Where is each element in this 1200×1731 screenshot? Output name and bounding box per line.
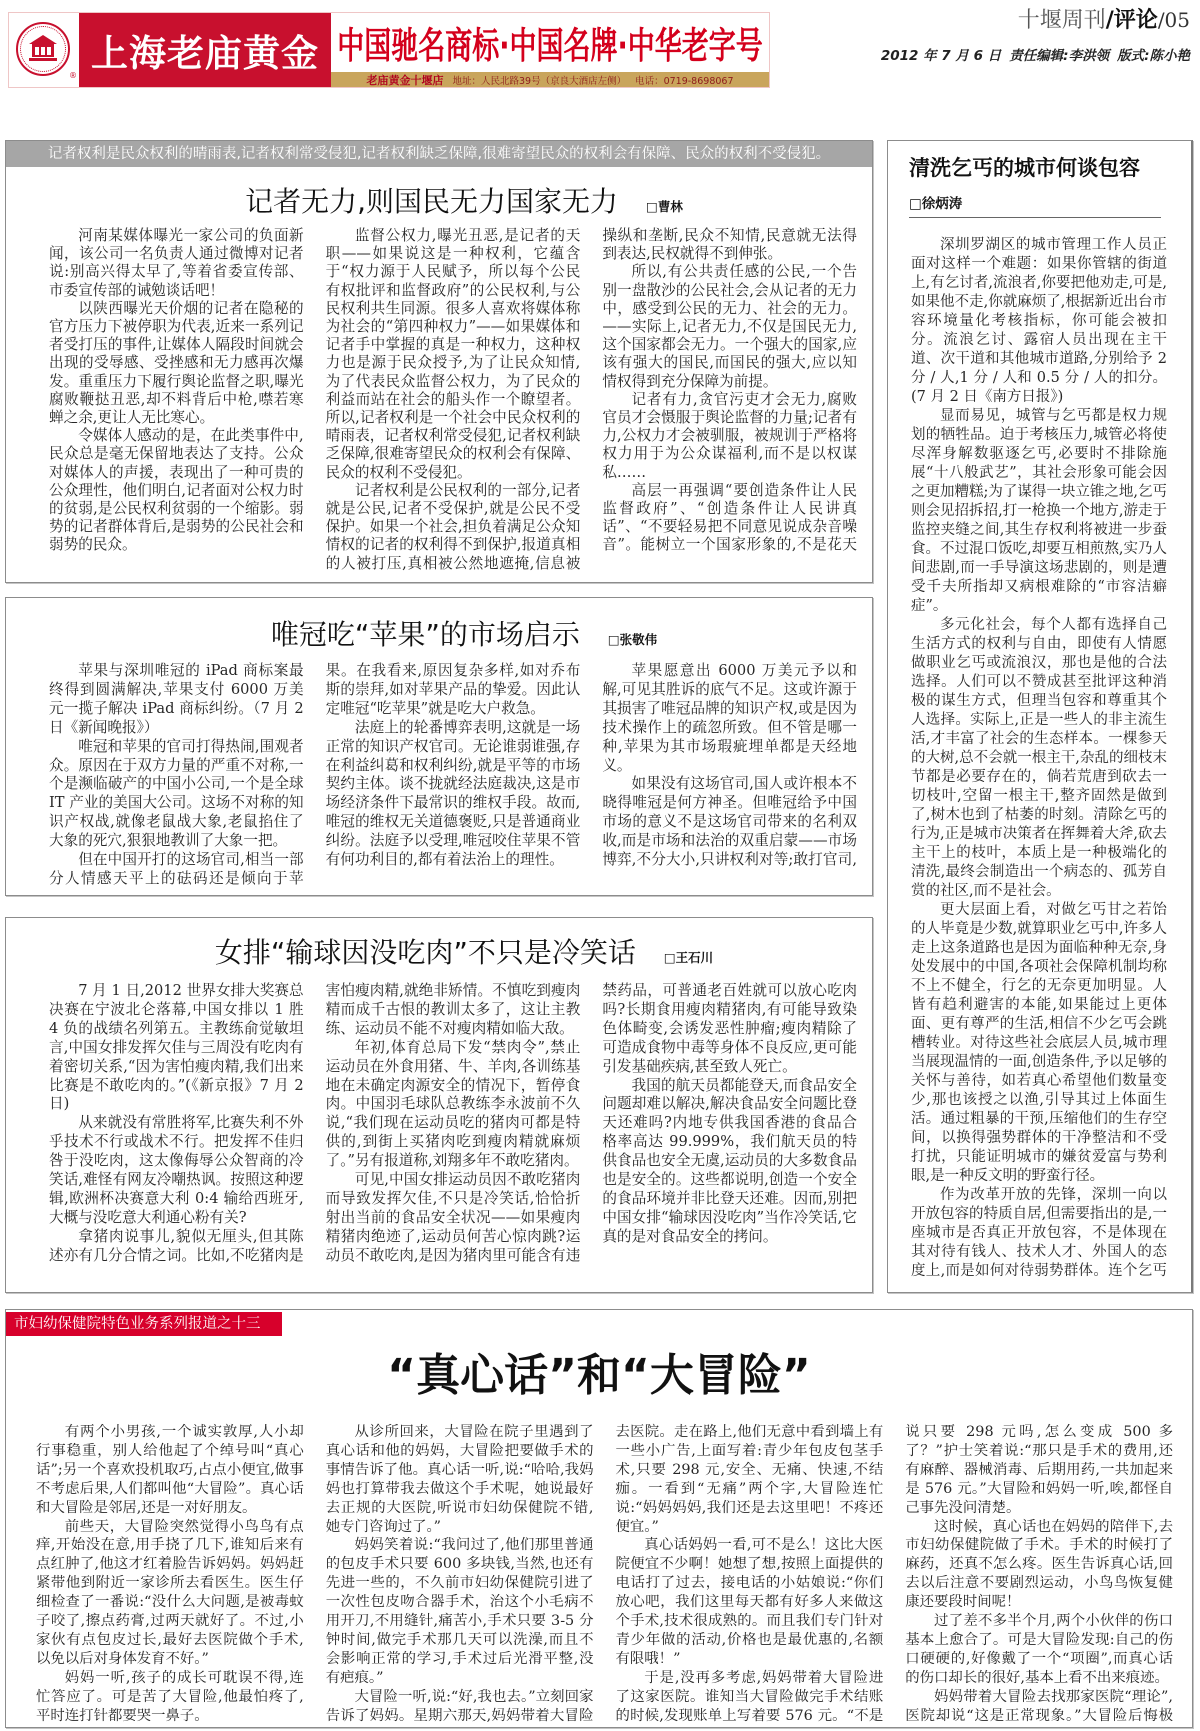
ad-contact-strip [331,72,769,87]
ad-slogan-text: 中国驰名商标·中国名牌·中华老字号 [337,25,763,67]
paragraph: 于是,没再多考虑,妈妈带着大冒险进了这家医院。谁知当大冒险做完手术结账的时候,发现账单上写着要 576 元。“不是说只要 298 元吗,怎么变成 500 多了？”护士笑着说:“那只是手术的费用,还有麻醉、器械消毒、后期用药,一共加起来是 576 元。”大冒险和妈妈一听,唉,都怪自己事先没问清楚。 [615,1424,1173,1724]
paragraph: 苹果与深圳唯冠的 iPad 商标案最终得到圆满解决,苹果支付 6000 万美元一揽子解决 iPad 商标纠纷。（7 月 2 日《新闻晚报》） [49,662,304,736]
section-name: /评论 [1105,8,1158,33]
page-masthead [873,6,1190,64]
paragraph: 多元化社会，每个人都有选择自己生活方式的权利与自由，即使有人情愿做职业乞丐或流浪汉，那也是他的合法选择。人们可以不赞成甚至批评这种消极的谋生方式，但理当包容和尊重其个人选择。实际上,正是一些人的非主流生活,才丰富了社会的生态样本。一棵参天的大树,总不会就一根主干,杂乱的细枝末节都是必要存在的，倘若荒唐到砍去一切枝叶,空留一根主干,整齐固然是做到了,树木也到了枯萎的时刻。清除乞丐的行为,正是城市决策者在挥舞着大斧,砍去主干上的枝叶，本质上是一种极端化的清洗,最终会制造出一个病态的、孤芳自赏的社区,而不是社会。 [911,617,1167,899]
paragraph: 苹果愿意出 6000 万美元予以和解,可见其胜诉的底气不足。这或许源于其损害了唯冠品牌的知识产权,或是因为技术操作上的疏忽所致。但不管是哪一种,苹果为其市场瑕疵埋单都是天经地义。 [602,662,857,774]
paragraph: 河南某媒体曝光一家公司的负面新闻，该公司一名负责人通过微博对记者说:别高兴得太早了,等着省委宣传部、市委宣传部的诫勉谈话吧！ [49,227,304,299]
paragraph: 妈妈笑着说:“我问过了,他们那里普通的包皮手术只要 600 多块钱,当然,也还有先进一些的，不久前市妇幼保健院引进了一次性包皮吻合器手术，治这个小毛病不用开刀,不用缝针,痛苦小,手术只要 3-5 分钟时间,做完手术那几天可以洗澡,而且不会影响正常的学习,手术过后光滑平整,没有疤痕。” [325,1537,594,1686]
paragraph: 7 月 1 日,2012 世界女排大奖赛总决赛在宁波北仑落幕,中国女排以 1 胜 4 负的战绩名列第五。主教练俞觉敏坦言,中国女排发挥欠佳与三周没有吃肉有着密切关系,“因为害怕瘦肉精,我们出来比赛是不敢吃肉的。”(《新京报》7 月 2 日) [49,982,304,1113]
sidebar-body [911,236,1167,1281]
paragraph: 所以,有公共责任感的公民,一个告别一盘散沙的公民社会,会从记者的无力中，感受到公民的无力、社会的无力。——实际上,记者无力,不仅是国民无力,这个国家都会无力。一个强大的国家,应该有强大的国民,而国民的强大,应以知情权得到充分保障为前提。 [602,263,857,390]
paragraph: 如果没有这场官司,国人或许根本不晓得唯冠是何方神圣。但唯冠给予中国市场的意义不是这场官司带来的名利双收,而是市场和法治的双重启蒙——市场博弈,不分大小,只讲权利对等;敢打官司, [602,775,857,869]
paragraph: 过了差不多半个月,两个小伙伴的伤口基本上愈合了。可是大冒险发现:自己的伤口硬硬的,好像戴了一个“项圈”,而真心话的伤口却长的很好,基本上看不出来痕迹。 [905,1613,1173,1686]
paragraph: 真心话妈妈一看,可不是么！这比大医院便宜不少啊！她想了想,按照上面提供的电话打了过去，接电话的小姑娘说:“你们放心吧，我们这里每天都有好多人来做这个手术,技术很成熟的。而且我们专门针对青少年做的活动,价格也是最优惠的,名额有限哦！” [615,1537,884,1667]
page-number: /05 [1157,8,1190,32]
paragraph: 以陕西曝光天价烟的记者在隐秘的官方压力下被停职为代表,近来一系列记者受打压的事件,让媒体人隔段时间就会出现的受辱感、受挫感和无力感再次爆发。重重压力下履行舆论监督之职,曝光腐败鞭挞丑恶,却不料背后中枪,噤若寒蝉之余,更让人无比寒心。 [49,299,304,427]
paragraph: 记者权利是公民权利的一部分,记者就是公民,记者不受保护,就是公民不受保护。如果一个社会,担负着满足公众知情权的记者的权利得不到保护,报道真相的人被打压,真相被公然地遮掩,信息被操纵和垄断,民众不知情,民意就无法得到表达,民权就得不到伸张。 [325,227,857,572]
ad-store-name: 老庙黄金十堰店 [366,73,444,87]
paragraph: 唯冠和苹果的官司打得热闹,围观者众。原因在于双方力量的严重不对称,一个是濒临破产的中国小公司,一个是全球 IT 产业的美国大公司。这场不对称的知识产权战,就像老鼠战大象,老鼠掐住了大象的死穴,狠狠地教训了大象一把。 [49,737,304,850]
article-title: 唯冠吃“苹果”的市场启示 [270,618,580,651]
paragraph: 更大层面上看，对做乞丐甘之若饴的人毕竟是少数,就算职业乞丐中,许多人走上这条道路也是因为面临种种无奈,身处发展中的中国,各项社会保障机制均称不上不健全，行乞的无奈更加明显。人皆有趋利避害的本能,如果能过上更体面、更有尊严的生活,相信不少乞丐会跳槽转业。对待这些社会底层人员,城市理当展现温情的一面,创造条件,予以足够的关怀与善待，如若真心希望他们数量变少,那也该授之以渔,引导其过上体面生活。通过粗暴的干预,压缩他们的生存空间，以换得强势群体的干净整洁和不受打扰，只能证明城市的嫌贫爱富与势利眼,是一种反文明的野蛮行径。 [911,902,1167,1184]
article-title: 女排“输球因没吃肉”不只是冷笑话 [214,936,636,969]
article-reporters-powerless [5,140,873,583]
sidebar-title: 清洗乞丐的城市何谈包容 [909,156,1140,180]
paper-name: 十堰周刊 [1017,8,1106,33]
article-body [49,227,857,573]
temple-logo-icon [9,13,79,87]
paragraph: 但在中国开打的这场官司,相当一部分人情感天平上的砝码还是倾向于苹果。在我看来,原因复杂多样,如对乔布斯的崇拜,如对苹果产品的挚爱。因此认定唯冠“吃苹果”就是吃大户救急。 [49,662,581,887]
paragraph: 前些天，大冒险突然觉得小鸟鸟有点痒,开始没在意,用手挠了几下,谁知后来有点红肿了,他这才红着脸告诉妈妈。妈妈赶紧带他到附近一家诊所去看医生。医生仔细检查了一番说:“没什么大问题,是被毒蚊子咬了,擦点药膏,过两天就好了。不过,小家伙有点包皮过长,最好去医院做个手术,以免以后对身体发育不好。” [36,1518,304,1667]
responsible-editor: 责任编辑:李洪领 [1009,48,1110,64]
article-headline-row [6,185,872,219]
masthead-section-line [873,6,1190,35]
paragraph: 显而易见，城管与乞丐都是权力规划的牺牲品。迫于考核压力,城管必将使尽浑身解数驱逐乞丐,必要时不排除施展“十八般武艺”，其社会形象可能会因之更加糟糕;为了谋得一块立锥之地,乞丐则会见招拆招,打一枪换一个地方,游走于监控夹缝之间,其生存权利将被进一步蚕食。不过混口饭吃,却要互相煎熬,实乃人间悲剧,而一手导演这场悲剧的，则是遭受千夫所指却又病根难除的“市容洁癖症”。 [911,408,1167,614]
paragraph: 有两个小男孩,一个诚实敦厚,人小却行事稳重，别人给他起了个绰号叫“真心话”;另一个喜欢投机取巧,占点小便宜,做事不考虑后果,人们都叫他“大冒险”。真心话和大冒险是邻居,还是一对好朋友。 [36,1424,304,1516]
feature-series-banner: 市妇幼保健院特色业务系列报道之十三 [6,1312,282,1336]
article-proview-apple [5,597,873,896]
paragraph: 作为改革开放的先锋，深圳一向以开放包容的特质自居,但需要指出的是,一座城市是否真正开放包容，不是体现在其对待有钱人、技术人才、外国人的态度上,而是如何对待弱势群体。连个乞丐 [911,1187,1167,1279]
paragraph: 法庭上的轮番博弈表明,这就是一场正常的知识产权官司。无论谁弱谁强,存在利益纠葛和权利纠纷,就是平等的市场契约主体。谈不拢就经法庭裁决,这是市场经济条件下最常识的维权手段。故而,唯冠的维权无关道德褒贬,只是普通商业纠纷。法庭予以受理,唯冠咬住苹果不管有何功利目的,都有着法治上的理性。 [325,718,581,869]
article-headline-row [6,936,872,970]
registered-mark: ® [69,71,77,80]
paragraph: 可见,中国女排运动员因不敢吃猪肉而导致发挥欠佳,不只是冷笑话,恰恰折射出当前的食品安全状况——如果瘦肉精猪肉绝迹了,运动员何苦心惊肉跳?运动员不敢吃肉,是因为猪肉里可能含有违禁药品，可普通老百姓就可以放心吃肉吗?长期食用瘦肉精猪肉,有可能导致染色体畸变,会诱发恶性肿瘤;瘦肉精除了可造成食物中毒等身体不良反应,更可能引发基础疾病,甚至致人死亡。 [325,982,857,1264]
feature-title: “真心话”和“大冒险” [387,1350,811,1401]
article-title: 记者无力,则国民无力国家无力 [245,185,619,218]
sidebar-author: □徐炳涛 [909,193,1161,218]
article-author: □曹林 [646,199,683,214]
paragraph: 从来就没有常胜将军,比赛失利不外乎技术不行或战术不行。把发挥不佳归咎于没吃肉，这太像侮辱公众智商的冷笑话,难怪有网友冷嘲热讽。按照这种逻辑,欧洲杯决赛意大利 0:4 输给西班牙,大概与没吃意大利通心粉有关? [49,1114,304,1226]
paragraph: 记者有力,贪官污吏才会无力,腐败官员才会慑服于舆论监督的力量;记者有力,公权力才会被驯服，被规训于严格将权力用于为公众谋福利,而不是以权谋私…… [602,390,857,481]
paragraph: 高层一再强调“要创造条件让人民监督政府”、“创造条件让人民讲真话”、“不要轻易把不同意见说成杂音噪音”。能树立一个国家形象的,不是花天 [602,481,857,554]
paragraph: 大冒险一听,说:“好,我也去。”立刻回家告诉了妈妈。星期六那天,妈妈带着大冒险去医院。走在路上,他们无意中看到墙上有一些小广告,上面写着:青少年包皮包茎手术,只要 298 元,安全、无痛、快速,不结痂。一看到“无痛”两个字,大冒险连忙说:“妈妈妈妈,我们还是去这里吧！不疼还便宜。” [325,1424,884,1724]
paragraph: 妈妈带着大冒险去找那家医院“理论”,医院却说“这是正常现象。”大冒险后悔极 [905,1688,1173,1724]
paragraph: 监督公权力,曝光丑恶,是记者的天职——如果说这是一种权利，它蕴含于“权力源于人民赋予，所以每个公民有权批评和监督政府”的公民权利,与公民权利共生同源。很多人喜欢将媒体称为社会的“第四种权力”——如果媒体和记者手中掌握的真是一种权力，这种权力也是源于民众授予,为了让民众知情,为了代表民众监督公权力，为了民众的利益而站在社会的船头作一个瞭望者。所以,记者权利是一个社会中民众权利的晴雨表，记者权利常受侵犯,记者权利缺乏保障,很难寄望民众的权利会有保障、民众的权利不受侵犯。 [325,227,581,481]
ad-brand-name: 上海老庙黄金 [79,13,331,87]
layout-editor: 版式:陈小艳 [1117,48,1190,64]
ad-address: 地址：人民北路39号（京良大酒店左侧） [452,75,627,87]
paragraph: 妈妈一听,孩子的成长可耽误不得,连忙答应了。可是苦了大冒险,他最怕疼了,平时连打针都要哭一鼻子。 [36,1669,304,1724]
article-body [49,982,857,1266]
ad-phone: 电话：0719-8698067 [635,75,734,87]
ad-slogan [331,13,769,71]
feature-body [36,1423,1173,1726]
masthead-date-line [873,44,1190,64]
sidebar-article-beggars [887,140,1193,1293]
paragraph: 这时候，真心话也在妈妈的陪伴下,去市妇幼保健院做了手术。手术的时候打了麻药，还真不怎么疼。医生告诉真心话,回去以后注意不要剧烈运动，小鸟鸟恢复健康还要段时间呢！ [905,1518,1173,1611]
issue-date: 2012 年 7 月 6 日 [880,48,1002,64]
paragraph: 深圳罗湖区的城市管理工作人员正面对这样一个难题：如果你管辖的街道上,有乞讨者,流浪者,你要把他劝走,可是,如果他不走,你就麻烦了,根据新近出台市容环境量化考核指标，你可能会被扣分。流浪乞讨、露宿人员出现在主干道、次干道和其他城市道路,分别给予 2 分 / 人,1 分 / 人和 0.5 分 / 人的扣分。(7 月 2 日《南方日报》) [911,237,1167,405]
paragraph: 令媒体人感动的是，在此类事件中,民众总是毫无保留地表达了支持。公众对媒体人的声援，表现出了一种可贵的公众理性，他们明白,记者面对公权力时的贫弱,是公民权利贫弱的一个缩影。弱势的记者群体背后,是弱势的公民社会和弱势的民众。 [49,427,304,554]
article-headline-row [6,618,872,652]
article-pull-quote-banner: 记者权利是民众权利的晴雨表,记者权利常受侵犯,记者权利缺乏保障,很难寄望民众的权利会有保障、民众的权利不受侵犯。 [6,141,872,167]
paragraph: 从诊所回来，大冒险在院子里遇到了真心话和他的妈妈，大冒险把要做手术的事情告诉了他。真心话一听,说:“哈哈,我妈妈也打算带我去做这个手术呢，她说最好去正规的大医院,听说市妇幼保健院不错,她专门咨询过了。” [325,1424,594,1535]
header-advertisement [8,12,770,88]
paragraph: 我国的航天员都能登天,而食品安全问题却难以解决,解决食品安全问题比登天还难吗?内地专供我国香港的食品合格率高达 99.999%，我们航天员的特供食品也安全无虞,运动员的大多数食品也是安全的。这些都说明,创造一个安全的食品环境并非比登天还难。因而,别把中国女排“输球因没吃肉”当作冷笑话,它真的是对食品安全的拷问。 [602,1076,857,1245]
article-author: □张敬伟 [607,632,658,647]
paragraph: 年初,体育总局下发“禁肉令”,禁止运动员在外食用猪、牛、羊肉,各训练基地在未确定肉源安全的情况下，暂停食肉。中国羽毛球队总教练李永波前不久说,“我们现在运动员吃的猪肉可都是特供的,到街上买猪肉吃到瘦肉精就麻烦了。”另有报道称,刘翔多年不敢吃猪肉。 [325,1038,581,1170]
article-volleyball-meat [5,917,873,1293]
article-body [49,662,857,889]
feature-hospital-series [5,1309,1193,1728]
article-author: □王石川 [663,950,714,965]
paragraph: 拿猪肉说事儿,貌似无厘头,但其陈述亦有几分合情之词。比如,不吃猪肉是害怕瘦肉精,就绝非矫情。不慎吃到瘦肉精而成千古恨的教训太多了，这让主教练、运动员不能不对瘦肉精如临大敌。 [49,982,581,1264]
